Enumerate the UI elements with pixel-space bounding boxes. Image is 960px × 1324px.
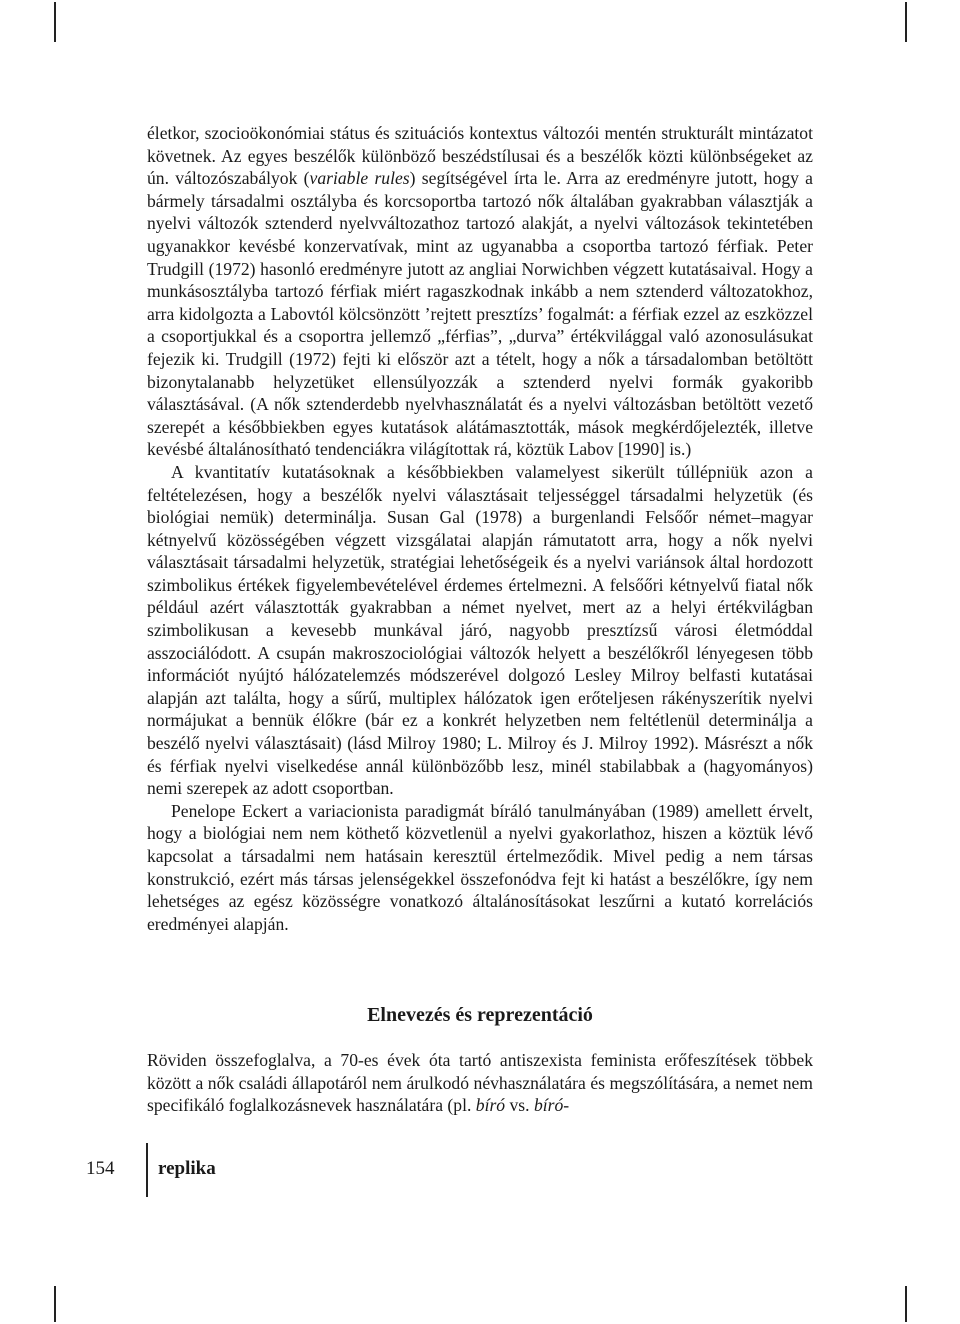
paragraph-2: A kvantitatív kutatásoknak a későbbiekben valamelyest sikerült túllépniük azon a feltételezésen, hogy a beszélők nyelvi választásait teljességgel társadalmi helyzetük (és biológiai nemük) determinálja. Susan Gal (1978) a burgenlandi Felsőőr német–magyar kétnyelvű közösségében végzett vizsgálatai alapján rámutatott arra, hogy a nők nyelvi választásait társadalmi helyzetük, stratégiai lehetőségeik és a nyelvi variánsok által hordozott szimbolikus értékek figyelembevételével érdemes értelmezni. A felsőőri kétnyelvű fiatal nők például azért választották gyakrabban a német nyelvet, mert az a helyi értékvilágban szimbolikusan a kevesebb munkával járó, nagyobb presztízsű városi életmóddal asszociálódott. A csupán makroszociológiai változók helyett a beszélőkről lényegesen több információt nyújtó hálózatelemzés módszerével dolgozó Lesley Milroy belfasti kutatásai alapján azt találta, hogy a sűrű, multiplex hálózatok igen erőteljesen rákényszerítik nyelvi normájukat a bennük élőkre (bár ez a konkrét helyzetben nem feltétlenül determinálja a beszélő nyelvi választásait) (lásd Milroy 1980; L. Milroy és J. Milroy 1992). Másrészt a nők és férfiak nyelvi viselkedése annál különbözőbb lesz, minél stabilabbak a (hagyományos) nemi szerepek az adott csoportban.	[147, 461, 813, 799]
crop-mark-top-right	[905, 2, 907, 42]
paragraph-3: Penelope Eckert a variacionista paradigmát bíráló tanulmányában (1989) amellett érvelt, hogy a biológiai nem nem köthető közvetlenül a nyelvi gyakorlathoz, hiszen a köztük lévő kapcsolat a társadalmi nem hatásain keresztül értelmeződik. Mivel pedig a nem társas konstrukció, ezért más társas jelenségekkel összefonódva fejt ki hatást a beszélőkre, így nem lehetséges az egész közösségre vonatkozó általánosításokat leszűrni a kutató korrelációs eredményei alapján.	[147, 800, 813, 934]
footer-divider	[146, 1143, 148, 1197]
crop-mark-bottom-right	[905, 1286, 907, 1322]
crop-mark-top-left	[54, 2, 56, 42]
crop-mark-bottom-left	[54, 1286, 56, 1322]
body-text	[147, 122, 813, 935]
paragraph-1: életkor, szocioökonómiai státus és szituációs kontextus változói mentén strukturált mintázatot követnek. Az egyes beszélők különböző beszédstílusai és a beszélők közti különbségeket az ún. változószabályok (variable rules) segítségével írta le. Arra az eredményre jutott, hogy a bármely társadalmi osztályba és korcsoportba tartozó nők általában gyakrabban választják a nyelvi változók sztenderd nyelvváltozathoz tartozó alakját, a nyelvi változások tekintetében ugyanakkor kevésbé konzervatívak, mint az ugyanabba a csoportba tartozó férfiak. Peter Trudgill (1972) hasonló eredményre jutott az angliai Norwichben végzett kutatásaival. Hogy a munkásosztályba tartozó férfiak miért ragaszkodnak inkább a nem sztenderd változatokhoz, arra kidolgozta a Labovtól kölcsönzött ’rejtett presztízs’ fogalmát: a férfiak ezzel az eszközzel a csoportjukkal és a csoportra jellemző „férfias”, „durva” értékvilággal való azonosulásukat fejezik ki. Trudgill (1972) fejti ki először azt a tételt, hogy a nők a társadalomban betöltött bizonytalanabb helyzetüket ellensúlyozzák a sztenderd nyelvi formák gyakoribb választásával. (A nők sztenderdebb nyelvhasználatát és a nyelvi változásban betöltött vezető szerepét a későbbiekben egyes kutatások alátámasztották, mások megkérdőjelezték, illetve kevésbé általánosítható tendenciákra világítottak rá, köztük Labov [1990] is.)	[147, 123, 813, 460]
page-number: 154	[86, 1158, 115, 1179]
section-heading: Elnevezés és reprezentáció	[367, 1004, 593, 1026]
paragraph-4: Röviden összefoglalva, a 70-es évek óta tartó antiszexista feminista erőfeszítések többek között a nők családi állapotáról nem árulkodó névhasználatára és megszólítására, a nemet nem specifikáló foglalkozásnevek használatára (pl. bíró vs. bíró-	[147, 1050, 813, 1116]
journal-name: replika	[158, 1158, 216, 1179]
variable-rules-term: variable rules	[309, 168, 410, 189]
